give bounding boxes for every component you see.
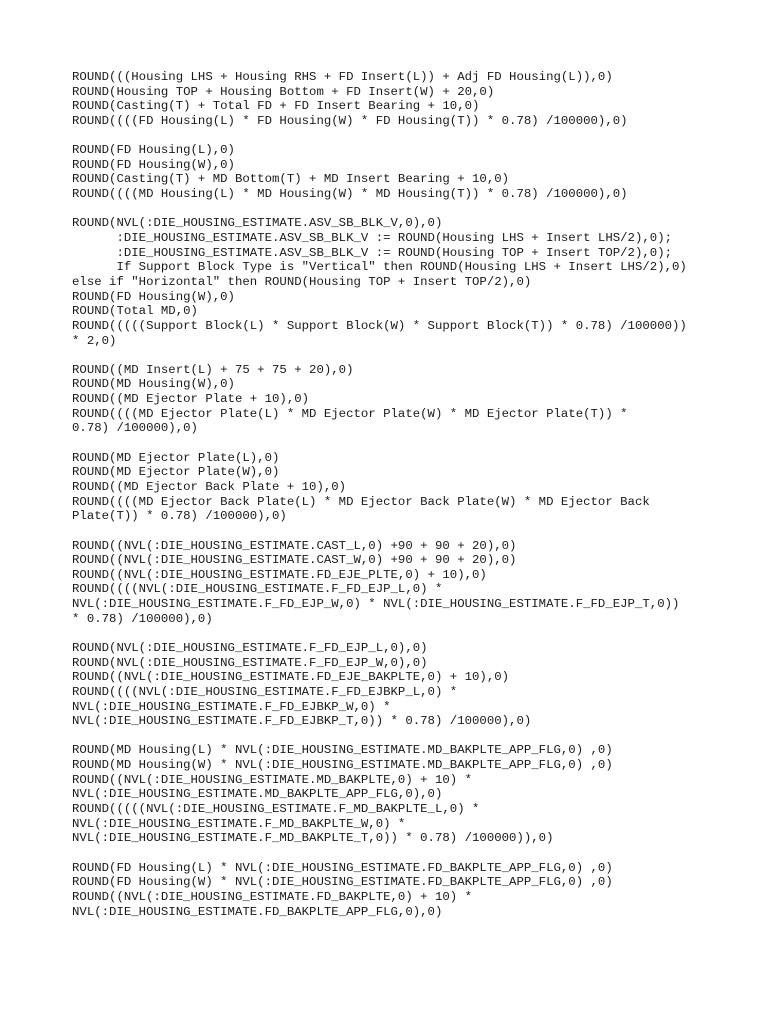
formula-line: NVL(:DIE_HOUSING_ESTIMATE.F_MD_BAKPLTE_T,0)) * 0.78) /100000)),0): [72, 831, 554, 846]
formula-line: ROUND((((NVL(:DIE_HOUSING_ESTIMATE.F_FD_EJBKP_L,0) *: [72, 684, 458, 699]
formula-line: ROUND(Housing TOP + Housing Bottom + FD Insert(W) + 20,0): [72, 84, 495, 99]
formula-block: [72, 451, 732, 524]
formula-line: ROUND((NVL(:DIE_HOUSING_ESTIMATE.FD_BAKPLTE,0) + 10) *: [72, 889, 473, 904]
formula-line: ROUND(MD Housing(W),0): [72, 377, 235, 392]
formula-line: ROUND(FD Housing(L) * NVL(:DIE_HOUSING_ESTIMATE.FD_BAKPLTE_APP_FLG,0) ,0): [72, 860, 613, 875]
formula-block: [72, 743, 732, 845]
formula-line: ROUND((MD Insert(L) + 75 + 75 + 20),0): [72, 362, 354, 377]
formula-line: ROUND(FD Housing(L),0): [72, 143, 235, 158]
formula-line: ROUND((((MD Ejector Back Plate(L) * MD Ejector Back Plate(W) * MD Ejector Back: [72, 494, 650, 509]
formula-line: ROUND(((((Support Block(L) * Support Block(W) * Support Block(T)) * 0.78) /100000)): [72, 318, 687, 333]
formula-line: NVL(:DIE_HOUSING_ESTIMATE.MD_BAKPLTE_APP_FLG,0),0): [72, 787, 443, 802]
formula-line: else if "Horizontal" then ROUND(Housing TOP + Insert TOP/2),0): [72, 274, 532, 289]
formula-line: ROUND(((((NVL(:DIE_HOUSING_ESTIMATE.F_MD_BAKPLTE_L,0) *: [72, 802, 480, 817]
formula-line: ROUND(MD Housing(W) * NVL(:DIE_HOUSING_ESTIMATE.MD_BAKPLTE_APP_FLG,0) ,0): [72, 758, 613, 773]
formula-line: NVL(:DIE_HOUSING_ESTIMATE.F_MD_BAKPLTE_W,0) *: [72, 816, 406, 831]
formula-line: ROUND((((NVL(:DIE_HOUSING_ESTIMATE.F_FD_EJP_L,0) *: [72, 582, 443, 597]
formula-line: :DIE_HOUSING_ESTIMATE.ASV_SB_BLK_V := ROUND(Housing TOP + Insert TOP/2),0);: [72, 245, 673, 260]
formula-line: ROUND(NVL(:DIE_HOUSING_ESTIMATE.ASV_SB_BLK_V,0),0): [72, 216, 443, 231]
formula-line: ROUND(FD Housing(W),0): [72, 289, 235, 304]
formula-line: Plate(T)) * 0.78) /100000),0): [72, 509, 287, 524]
formula-line: ROUND((NVL(:DIE_HOUSING_ESTIMATE.FD_EJE_PLTE,0) + 10),0): [72, 567, 487, 582]
formula-line: NVL(:DIE_HOUSING_ESTIMATE.F_FD_EJBKP_W,0) *: [72, 699, 391, 714]
formula-line: ROUND((((MD Ejector Plate(L) * MD Ejector Plate(W) * MD Ejector Plate(T)) *: [72, 406, 628, 421]
formula-block: [72, 641, 732, 729]
formula-line: ROUND(MD Ejector Plate(L),0): [72, 450, 280, 465]
formula-line: ROUND((NVL(:DIE_HOUSING_ESTIMATE.CAST_L,0) +90 + 90 + 20),0): [72, 538, 517, 553]
formula-line: NVL(:DIE_HOUSING_ESTIMATE.F_FD_EJBKP_T,0)) * 0.78) /100000),0): [72, 714, 532, 729]
formula-block: [72, 861, 732, 920]
formula-line: NVL(:DIE_HOUSING_ESTIMATE.FD_BAKPLTE_APP_FLG,0),0): [72, 904, 443, 919]
formula-line: ROUND((NVL(:DIE_HOUSING_ESTIMATE.FD_EJE_BAKPLTE,0) + 10),0): [72, 670, 510, 685]
formula-line: ROUND(Total MD,0): [72, 304, 198, 319]
formula-line: ROUND((((MD Housing(L) * MD Housing(W) * MD Housing(T)) * 0.78) /100000),0): [72, 187, 628, 202]
formula-line: ROUND(((Housing LHS + Housing RHS + FD Insert(L)) + Adj FD Housing(L)),0): [72, 70, 613, 84]
formula-line: ROUND((NVL(:DIE_HOUSING_ESTIMATE.MD_BAKPLTE,0) + 10) *: [72, 772, 473, 787]
formula-line: ROUND(MD Housing(L) * NVL(:DIE_HOUSING_ESTIMATE.MD_BAKPLTE_APP_FLG,0) ,0): [72, 743, 613, 758]
formula-line: * 2,0): [72, 333, 117, 348]
formula-line: ROUND(MD Ejector Plate(W),0): [72, 465, 280, 480]
formula-block: [72, 70, 732, 129]
formula-line: ROUND(FD Housing(W),0): [72, 157, 235, 172]
formula-line: ROUND(FD Housing(W) * NVL(:DIE_HOUSING_ESTIMATE.FD_BAKPLTE_APP_FLG,0) ,0): [72, 875, 613, 890]
formula-line: NVL(:DIE_HOUSING_ESTIMATE.F_FD_EJP_W,0) * NVL(:DIE_HOUSING_ESTIMATE.F_FD_EJP_T,0)): [72, 597, 680, 612]
formula-block: [72, 143, 732, 202]
formula-line: ROUND((NVL(:DIE_HOUSING_ESTIMATE.CAST_W,0) +90 + 90 + 20),0): [72, 553, 517, 568]
formula-line: ROUND(Casting(T) + Total FD + FD Insert Bearing + 10,0): [72, 99, 480, 114]
formula-block: [72, 363, 732, 436]
formula-line: * 0.78) /100000),0): [72, 611, 213, 626]
formula-line: If Support Block Type is "Vertical" then ROUND(Housing LHS + Insert LHS/2),0): [72, 260, 687, 275]
formula-block: [72, 539, 732, 627]
formula-line: :DIE_HOUSING_ESTIMATE.ASV_SB_BLK_V := ROUND(Housing LHS + Insert LHS/2),0);: [72, 231, 673, 246]
formula-line: ROUND(NVL(:DIE_HOUSING_ESTIMATE.F_FD_EJP_L,0),0): [72, 640, 428, 655]
formula-line: 0.78) /100000),0): [72, 421, 198, 436]
formula-line: ROUND(NVL(:DIE_HOUSING_ESTIMATE.F_FD_EJP_W,0),0): [72, 655, 428, 670]
formula-line: ROUND(Casting(T) + MD Bottom(T) + MD Insert Bearing + 10,0): [72, 172, 510, 187]
formula-block: [72, 216, 732, 348]
formula-line: ROUND((((FD Housing(L) * FD Housing(W) * FD Housing(T)) * 0.78) /100000),0): [72, 113, 628, 128]
document-body: [72, 70, 732, 934]
formula-line: ROUND((MD Ejector Plate + 10),0): [72, 392, 310, 407]
formula-line: ROUND((MD Ejector Back Plate + 10),0): [72, 479, 347, 494]
